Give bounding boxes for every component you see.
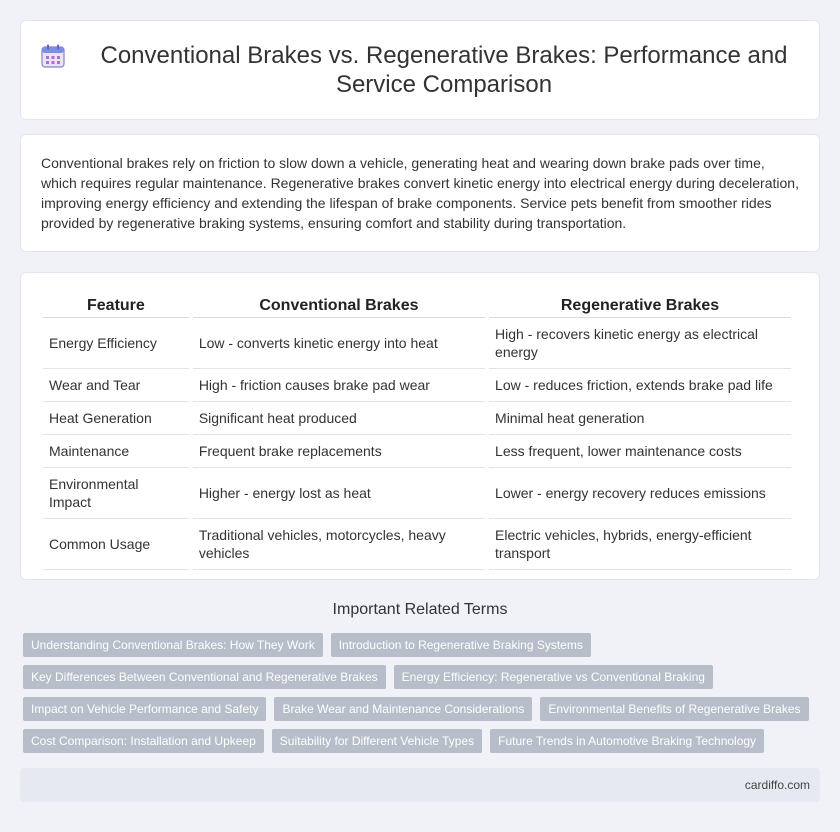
related-term-tag[interactable]: Key Differences Between Conventional and Regenerative Brakes — [23, 665, 386, 689]
footer — [20, 768, 820, 802]
title-card — [20, 20, 820, 120]
page-title: Conventional Brakes vs. Regenerative Brakes: Performance and Service Comparison — [100, 42, 788, 98]
cell-conventional: Significant heat produced — [193, 402, 485, 435]
cell-feature: Heat Generation — [43, 402, 189, 435]
cell-conventional: Low - converts kinetic energy into heat — [193, 318, 485, 369]
tag-row — [23, 665, 823, 689]
cell-feature: Common Usage — [43, 519, 189, 570]
intro-card — [20, 134, 820, 252]
title-wrap — [40, 41, 800, 99]
comparison-table — [39, 293, 795, 570]
related-term-tag[interactable]: Cost Comparison: Installation and Upkeep — [23, 729, 264, 753]
table-row — [43, 402, 791, 435]
intro-paragraph: Conventional brakes rely on friction to slow down a vehicle, generating heat and wearing down brake pads over time, which requires regular maintenance. Regenerative brakes convert kinetic energy into electrical energy during deceleration, improving energy efficiency and extending the lifespan of brake components. Service pets benefit from smoother rides provided by regenerative braking systems, ensuring comfort and stability during transportation. — [41, 155, 799, 231]
cell-feature: Wear and Tear — [43, 369, 189, 402]
table-header-row — [43, 293, 791, 318]
calendar-icon — [40, 43, 66, 69]
cell-conventional: Traditional vehicles, motorcycles, heavy vehicles — [193, 519, 485, 570]
related-term-tag[interactable]: Suitability for Different Vehicle Types — [272, 729, 482, 753]
related-term-tag[interactable]: Impact on Vehicle Performance and Safety — [23, 697, 266, 721]
footer-site-link[interactable]: cardiffo.com — [744, 778, 810, 792]
cell-regenerative: Electric vehicles, hybrids, energy-efficient transport — [489, 519, 791, 570]
related-term-tag[interactable]: Introduction to Regenerative Braking Systems — [331, 633, 591, 657]
table-row — [43, 369, 791, 402]
related-term-tag[interactable]: Future Trends in Automotive Braking Technology — [490, 729, 764, 753]
related-terms-tags — [23, 633, 823, 761]
cell-feature: Environmental Impact — [43, 468, 189, 519]
cell-feature: Energy Efficiency — [43, 318, 189, 369]
cell-regenerative: Low - reduces friction, extends brake pad life — [489, 369, 791, 402]
header-feature: Feature — [43, 293, 189, 318]
header-regenerative: Regenerative Brakes — [489, 293, 791, 318]
table-row — [43, 519, 791, 570]
related-terms-title: Important Related Terms — [332, 601, 508, 618]
table-row — [43, 435, 791, 468]
cell-regenerative: Lower - energy recovery reduces emissions — [489, 468, 791, 519]
cell-conventional: Frequent brake replacements — [193, 435, 485, 468]
cell-feature: Maintenance — [43, 435, 189, 468]
related-term-tag[interactable]: Environmental Benefits of Regenerative Brakes — [540, 697, 808, 721]
cell-regenerative: High - recovers kinetic energy as electrical energy — [489, 318, 791, 369]
cell-conventional: High - friction causes brake pad wear — [193, 369, 485, 402]
cell-regenerative: Minimal heat generation — [489, 402, 791, 435]
table-row — [43, 468, 791, 519]
related-term-tag[interactable]: Energy Efficiency: Regenerative vs Conventional Braking — [394, 665, 713, 689]
tag-row — [23, 729, 823, 753]
table-row — [43, 318, 791, 369]
comparison-table-card — [20, 272, 820, 580]
related-term-tag[interactable]: Brake Wear and Maintenance Considerations — [274, 697, 532, 721]
related-term-tag[interactable]: Understanding Conventional Brakes: How They Work — [23, 633, 323, 657]
tag-row — [23, 697, 823, 721]
tag-row — [23, 633, 823, 657]
cell-conventional: Higher - energy lost as heat — [193, 468, 485, 519]
header-conventional: Conventional Brakes — [193, 293, 485, 318]
cell-regenerative: Less frequent, lower maintenance costs — [489, 435, 791, 468]
